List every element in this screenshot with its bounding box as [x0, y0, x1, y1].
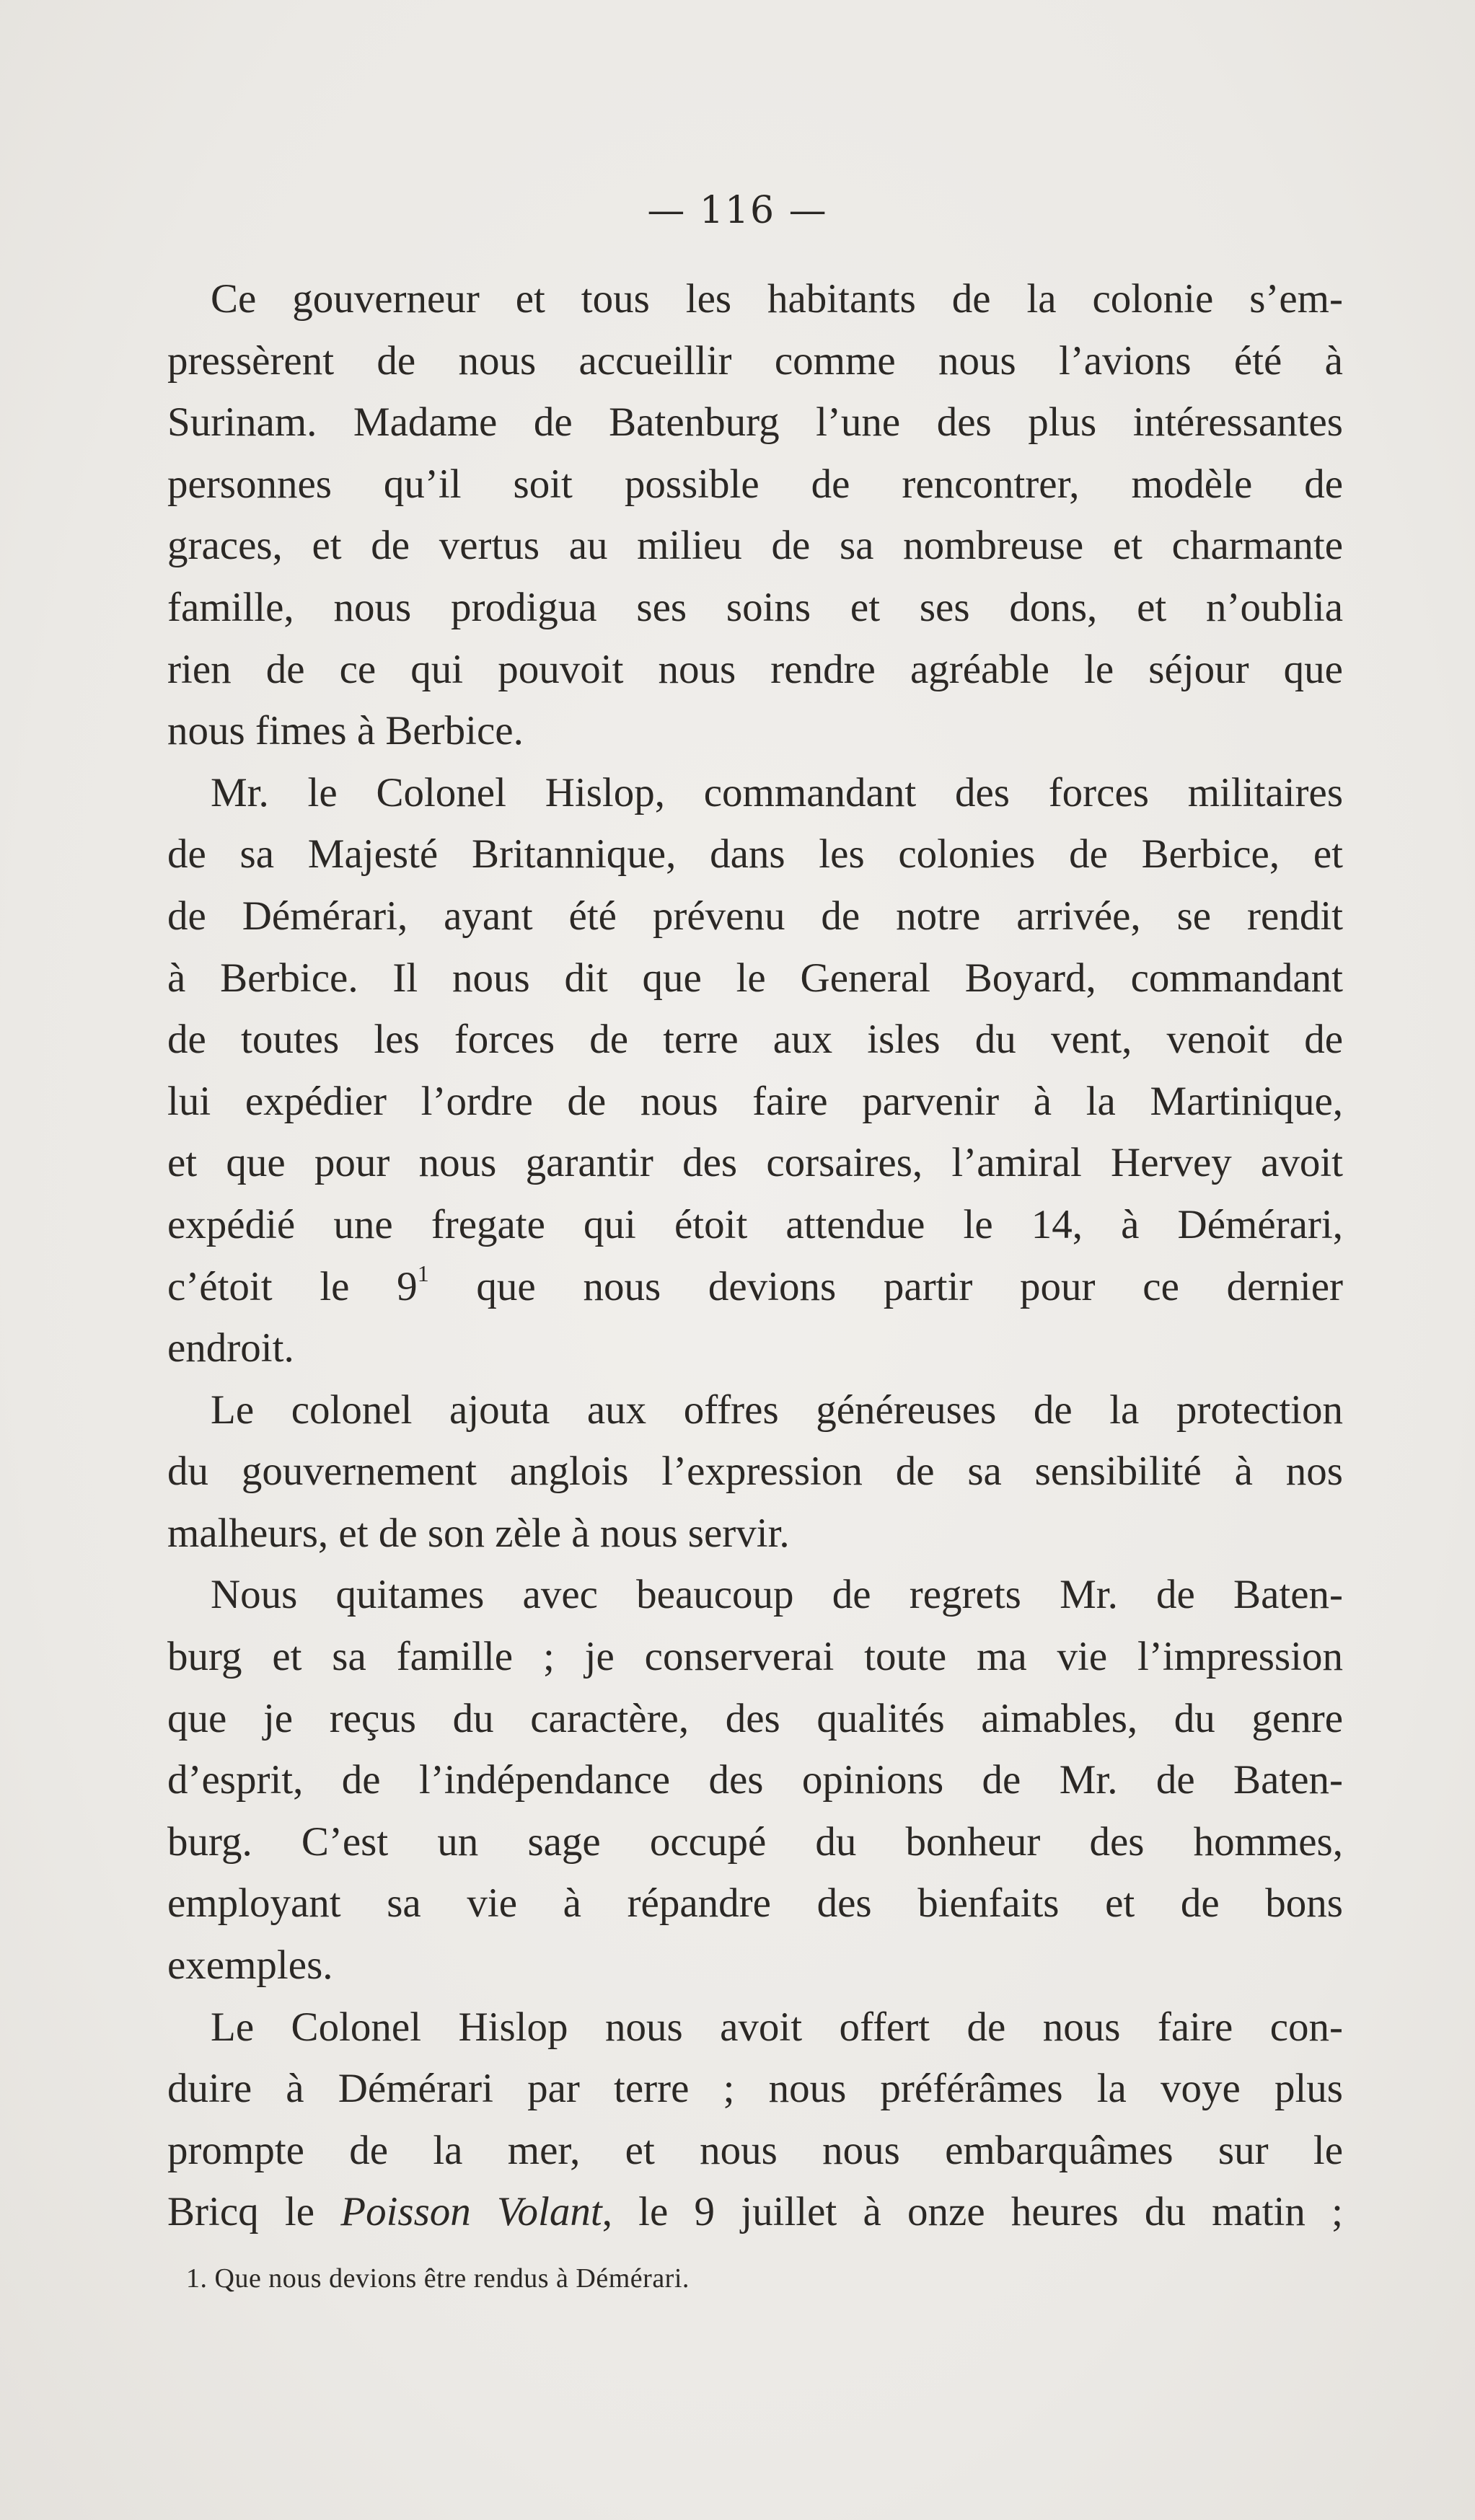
text-line: pressèrent de nous accueillir comme nous l’avions été à [167, 337, 1343, 384]
text-line: malheurs, et de son zèle à nous servir. [167, 1510, 790, 1556]
text-line: famille, nous prodigua ses soins et ses dons, et n’oublia [167, 584, 1343, 630]
text-line: de Démérari, ayant été prévenu de notre arrivée, se rendit [167, 893, 1343, 939]
text-line: personnes qu’il soit possible de rencontrer, modèle de [167, 461, 1343, 507]
text-line: rien de ce qui pouvoit nous rendre agréable le séjour que [167, 646, 1343, 692]
text-line: Nous quitames avec beaucoup de regrets Mr. de Baten- [211, 1572, 1343, 1618]
line-segment: , le 9 juillet à onze heures du matin ; [602, 2189, 1343, 2235]
text-line: expédié une fregate qui étoit attendue le 14, à Démérari, [167, 1201, 1343, 1247]
line-segment: que nous devions partir pour ce dernier [428, 1263, 1343, 1309]
text-line: Mr. le Colonel Hislop, commandant des forces militaires [211, 769, 1343, 815]
text-line: de toutes les forces de terre aux isles du vent, venoit de [167, 1017, 1343, 1063]
footnote-marker: 1 [417, 1260, 429, 1286]
text-line: Le Colonel Hislop nous avoit offert de nous faire con- [211, 2004, 1343, 2050]
line-segment: Bricq le [167, 2189, 341, 2235]
text-line: Surinam. Madame de Batenburg l’une des plus intéressantes [167, 399, 1343, 446]
footnote: 1. Que nous devions être rendus à Démérari. [186, 2263, 690, 2294]
text-line: burg et sa famille ; je conserverai toute ma vie l’impression [167, 1634, 1343, 1680]
text-line: graces, et de vertus au milieu de sa nombreuse et charmante [167, 523, 1343, 569]
text-line: de sa Majesté Britannique, dans les colonies de Berbice, et [167, 831, 1343, 877]
text-line: à Berbice. Il nous dit que le General Boyard, commandant [167, 955, 1343, 1001]
text-line: Ce gouverneur et tous les habitants de la colonie s’em- [211, 276, 1343, 322]
page-number: — 116 — [647, 189, 828, 232]
text-line: nous fimes à Berbice. [167, 708, 524, 754]
text-line-with-note [167, 1256, 1343, 1318]
text-line: d’esprit, de l’indépendance des opinions de Mr. de Baten- [167, 1757, 1343, 1803]
text-line: employant sa vie à répandre des bienfaits et de bons [167, 1880, 1343, 1927]
text-line: prompte de la mer, et nous nous embarquâmes sur le [167, 2127, 1343, 2173]
text-line: lui expédier l’ordre de nous faire parvenir à la Martinique, [167, 1078, 1343, 1124]
body-text [167, 268, 1343, 2243]
text-line: du gouvernement anglois l’expression de sa sensibilité à nos [167, 1449, 1343, 1495]
text-line: endroit. [167, 1325, 294, 1371]
ship-name: Poisson Volant [340, 2189, 602, 2235]
text-line: Le colonel ajouta aux offres généreuses de la protection [211, 1387, 1343, 1433]
text-line: burg. C’est un sage occupé du bonheur des hommes, [167, 1818, 1343, 1865]
line-segment: c’étoit le 9 [167, 1263, 418, 1309]
text-line: et que pour nous garantir des corsaires, l’amiral Hervey avoit [167, 1140, 1343, 1186]
text-line-with-title [167, 2181, 1343, 2243]
text-line: que je reçus du caractère, des qualités aimables, du genre [167, 1695, 1343, 1741]
text-line: duire à Démérari par terre ; nous préférâmes la voye plus [167, 2066, 1343, 2112]
text-line: exemples. [167, 1942, 333, 1989]
